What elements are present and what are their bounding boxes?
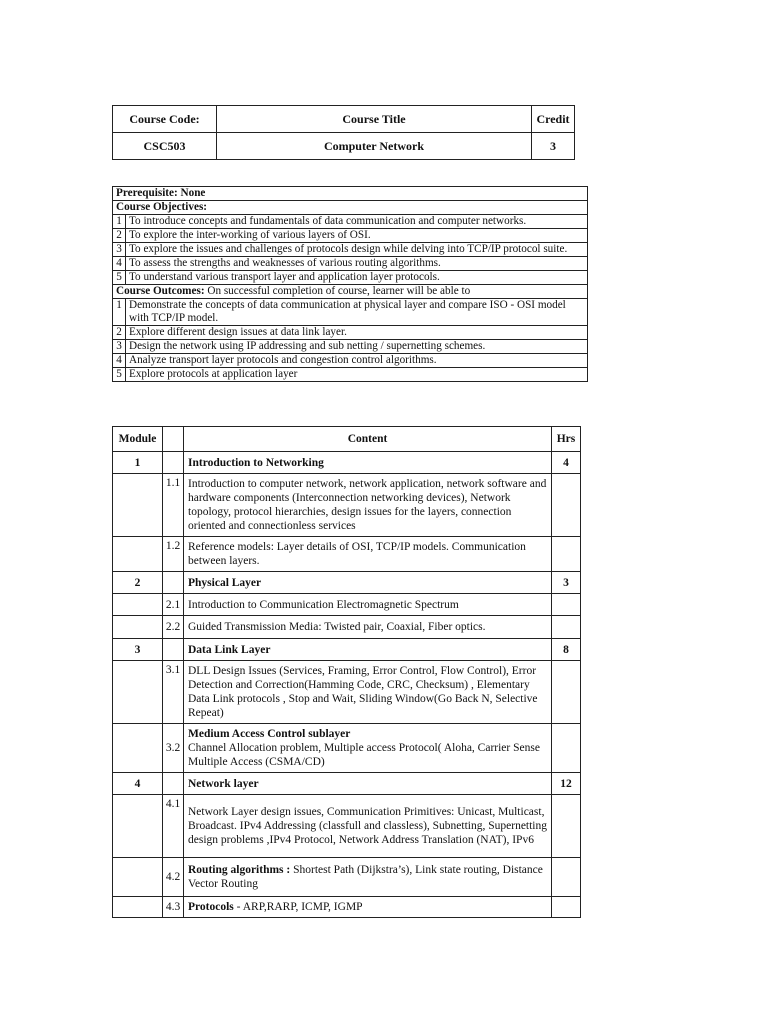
module-sub-empty	[163, 639, 184, 661]
objectives-heading-row	[113, 201, 588, 215]
module-title: Introduction to Networking	[184, 452, 552, 474]
module-row	[113, 773, 581, 795]
topic-row	[113, 795, 581, 858]
course-title-header: Course Title	[217, 106, 532, 133]
outcome-text: Explore different design issues at data link layer.	[126, 326, 588, 340]
module-sub-empty	[163, 773, 184, 795]
topic-hours-empty	[552, 616, 581, 639]
objective-text: To assess the strengths and weaknesses of various routing algorithms.	[126, 257, 588, 271]
topic-text: Guided Transmission Media: Twisted pair, Coaxial, Fiber optics.	[184, 616, 552, 639]
topic-number: 1.2	[163, 537, 184, 572]
objective-number: 4	[113, 257, 126, 271]
outcome-row	[113, 340, 588, 354]
topic-number: 2.2	[163, 616, 184, 639]
topic-number: 4.2	[163, 858, 184, 897]
module-sub-empty	[163, 452, 184, 474]
topic-row	[113, 661, 581, 724]
topic-row	[113, 474, 581, 537]
outcome-row	[113, 299, 588, 326]
topic-lead: Protocols	[188, 901, 234, 913]
topic-text: Reference models: Layer details of OSI, TCP/IP models. Communication between layers.	[184, 537, 552, 572]
topic-hours-empty	[552, 661, 581, 724]
objective-text: To explore the inter-working of various layers of OSI.	[126, 229, 588, 243]
topic-text: DLL Design Issues (Services, Framing, Error Control, Flow Control), Error Detection and Correction(Hamming Code, CRC, Checksum) , Elementary Data Link protocols , Stop and Wait, Sliding Window(Go Back N, Selective Repeat)	[184, 661, 552, 724]
objective-text: To explore the issues and challenges of protocols design while delving into TCP/IP protocol suite.	[126, 243, 588, 257]
topic-row	[113, 537, 581, 572]
outcome-number: 3	[113, 340, 126, 354]
objective-row	[113, 271, 588, 285]
module-title: Physical Layer	[184, 572, 552, 594]
module-header: Module	[113, 427, 163, 452]
course-credit: 3	[532, 133, 575, 160]
module-number: 4	[113, 773, 163, 795]
module-hours: 3	[552, 572, 581, 594]
module-content-table	[112, 426, 581, 918]
topic-cell	[184, 897, 552, 918]
topic-cell	[184, 858, 552, 897]
topic-module-empty	[113, 661, 163, 724]
module-row	[113, 639, 581, 661]
objective-row	[113, 215, 588, 229]
module-title: Data Link Layer	[184, 639, 552, 661]
topic-row	[113, 594, 581, 616]
outcome-text: Explore protocols at application layer	[126, 368, 588, 382]
topic-hours-empty	[552, 537, 581, 572]
topic-module-empty	[113, 724, 163, 773]
outcome-row	[113, 368, 588, 382]
topic-text: - ARP,RARP, ICMP, IGMP	[233, 901, 363, 913]
objective-number: 2	[113, 229, 126, 243]
outcomes-heading-row	[113, 285, 588, 299]
outcome-number: 5	[113, 368, 126, 382]
topic-lead: Routing algorithms :	[188, 864, 291, 876]
topic-hours-empty	[552, 474, 581, 537]
outcome-text: Demonstrate the concepts of data communication at physical layer and compare ISO - OSI model with TCP/IP model.	[126, 299, 588, 326]
objective-number: 3	[113, 243, 126, 257]
outcome-text: Analyze transport layer protocols and congestion control algorithms.	[126, 354, 588, 368]
topic-module-empty	[113, 474, 163, 537]
topic-hours-empty	[552, 858, 581, 897]
objective-row	[113, 257, 588, 271]
topic-module-empty	[113, 795, 163, 858]
objective-number: 5	[113, 271, 126, 285]
topic-number: 4.1	[163, 795, 184, 858]
topic-text: Channel Allocation problem, Multiple access Protocol( Aloha, Carrier Sense Multiple Access (CSMA/CD)	[188, 742, 540, 768]
sub-header	[163, 427, 184, 452]
module-hours: 4	[552, 452, 581, 474]
topic-text: Shortest Path (Dijkstra’s), Link state routing, Distance Vector Routing	[188, 864, 543, 890]
objective-row	[113, 229, 588, 243]
outcome-row	[113, 354, 588, 368]
topic-number: 4.3	[163, 897, 184, 918]
module-number: 3	[113, 639, 163, 661]
topic-hours-empty	[552, 795, 581, 858]
course-header-table	[112, 105, 575, 160]
content-header-row	[113, 427, 581, 452]
course-title: Computer Network	[217, 133, 532, 160]
prerequisite: Prerequisite: None	[113, 187, 588, 201]
topic-heading: Medium Access Control sublayer	[188, 728, 351, 740]
outcome-row	[113, 326, 588, 340]
topic-hours-empty	[552, 724, 581, 773]
course-code-header: Course Code:	[113, 106, 217, 133]
topic-cell	[184, 724, 552, 773]
hrs-header: Hrs	[552, 427, 581, 452]
module-row	[113, 572, 581, 594]
module-title: Network layer	[184, 773, 552, 795]
topic-module-empty	[113, 897, 163, 918]
topic-row	[113, 616, 581, 639]
objective-number: 1	[113, 215, 126, 229]
objective-row	[113, 243, 588, 257]
topic-text: Introduction to computer network, network application, network software and hardware components (Interconnection networking devices), Network topology, protocol hierarchies, design issues for the layers, connection oriented and connectionless services	[184, 474, 552, 537]
outcome-number: 2	[113, 326, 126, 340]
course-header-row	[113, 106, 575, 133]
outcomes-heading-text: On successful completion of course, learner will be able to	[204, 285, 471, 297]
topic-module-empty	[113, 537, 163, 572]
topic-number: 2.1	[163, 594, 184, 616]
topic-text: Introduction to Communication Electromagnetic Spectrum	[184, 594, 552, 616]
objectives-heading: Course Objectives:	[113, 201, 588, 215]
module-row	[113, 452, 581, 474]
prerequisite-row	[113, 187, 588, 201]
credit-header: Credit	[532, 106, 575, 133]
topic-number: 1.1	[163, 474, 184, 537]
module-number: 2	[113, 572, 163, 594]
topic-number: 3.2	[163, 724, 184, 773]
topic-text: Network Layer design issues, Communication Primitives: Unicast, Multicast, Broadcast. IPv4 Addressing (classfull and classless), Subnetting, Supernetting design problems ,IPv4 Protocol, Network Address Translation (NAT), IPv6	[184, 795, 552, 858]
outcomes-heading-label: Course Outcomes:	[116, 285, 205, 297]
course-values-row	[113, 133, 575, 160]
topic-module-empty	[113, 594, 163, 616]
topic-row	[113, 858, 581, 897]
topic-number: 3.1	[163, 661, 184, 724]
topic-hours-empty	[552, 897, 581, 918]
topic-module-empty	[113, 616, 163, 639]
outcome-number: 1	[113, 299, 126, 326]
outcome-text: Design the network using IP addressing and sub netting / supernetting schemes.	[126, 340, 588, 354]
course-info-table	[112, 186, 588, 382]
module-hours: 8	[552, 639, 581, 661]
topic-hours-empty	[552, 594, 581, 616]
topic-module-empty	[113, 858, 163, 897]
module-sub-empty	[163, 572, 184, 594]
outcomes-heading	[113, 285, 588, 299]
content-header: Content	[184, 427, 552, 452]
course-code: CSC503	[113, 133, 217, 160]
module-number: 1	[113, 452, 163, 474]
outcome-number: 4	[113, 354, 126, 368]
topic-row	[113, 724, 581, 773]
objective-text: To understand various transport layer and application layer protocols.	[126, 271, 588, 285]
module-hours: 12	[552, 773, 581, 795]
topic-row	[113, 897, 581, 918]
objective-text: To introduce concepts and fundamentals of data communication and computer networks.	[126, 215, 588, 229]
